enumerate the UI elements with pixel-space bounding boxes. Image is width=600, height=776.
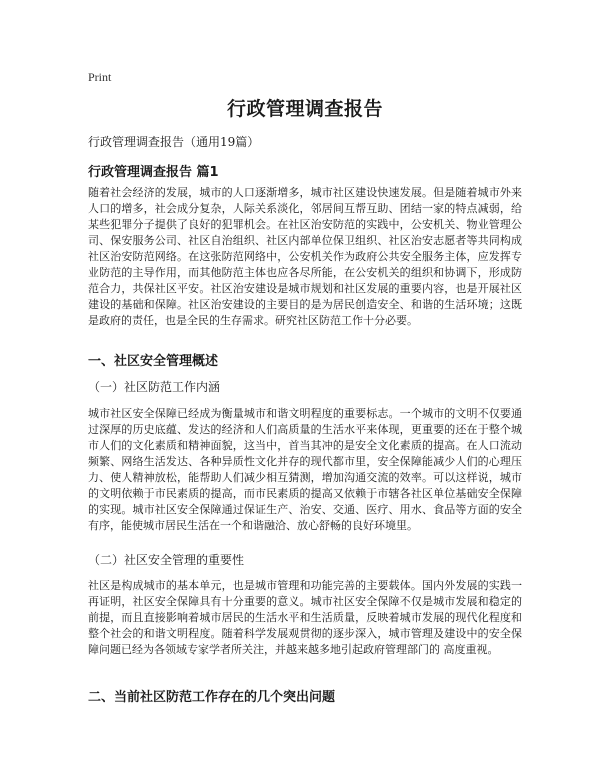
print-link[interactable]: Print — [88, 70, 112, 84]
document-title: 行政管理调查报告 — [226, 98, 383, 120]
section2-heading: 二、当前社区防范工作存在的几个突出问题 — [88, 690, 336, 705]
document-subtitle: 行政管理调查报告（通用19篇） — [88, 135, 260, 149]
subsection2-heading: （二）社区安全管理的重要性 — [88, 553, 245, 567]
intro-paragraph: 随着社会经济的发展，城市的人口逐渐增多，城市社区建设快速发展。但是随着城市外来人口的增多，社会成分复杂，人际关系淡化，邻居间互帮互助、团结一家的特点减弱，给某些犯罪分子提供了良好的犯罪机会。在社区治安防范的实践中，公安机关、物业管理公司、保安服务公司、社区自治组织、社区内部单位保卫组织、社区治安志愿者等共同构成社区治安防范网络。在这张防范网络中，公安机关作为政府公共安全服务主体，应发挥专业防范的主导作用，而其他防范主体也应各尽所能，在公安机关的组织和协调下，形成防范合力，共保社区平安。社区治安建设是城市规划和社区发展的重要内容，也是开展社区建设的基础和保障。社区治安建设的主要目的是为居民创造安全、和谐的生活环境；这既是政府的责任，也是全民的生存需求。研究社区防范工作十分必要。 — [88, 186, 522, 327]
subsection2-paragraph: 社区是构成城市的基本单元，也是城市管理和功能完善的主要载体。国内外发展的实践一再证明，社区安全保障具有十分重要的意义。城市社区安全保障不仅是城市发展和稳定的前提，而且直接影响着城市居民的生活水平和生活质量，反映着城市发展的现代化程度和整个社会的和谐文明程度。随着科学发展观贯彻的逐步深入，城市管理及建设中的安全保障问题已经为各领域专家学者所关注，并越来越多地引起政府管理部门的 高度重视。 — [88, 579, 522, 656]
subsection1-paragraph: 城市社区安全保障已经成为衡量城市和谐文明程度的重要标志。一个城市的文明不仅要通过深厚的历史底蕴、发达的经济和人们高质量的生活水平来体现，更重要的还在于整个城市人们的文化素质和精神面貌，这当中，首当其冲的是安全文化素质的提高。在人口流动频繁、网络生活发达、各种异质性文化并存的现代都市里，安全保障能减少人们的心理压力、使人精神放松，能帮助人们减少相互猜测，增加沟通交流的效率。可以这样说，城市的文明依赖于市民素质的提高，而市民素质的提高又依赖于市辖各社区单位基础安全保障的实现。城市社区安全保障通过保证生产、治安、交通、医疗、用水、食品等方面的安全有序，能使城市居民生活在一个和谐融洽、放心舒畅的良好环境里。 — [88, 407, 522, 532]
article-heading: 行政管理调查报告 篇1 — [88, 165, 219, 180]
section1-heading: 一、社区安全管理概述 — [88, 354, 219, 369]
subsection1-heading: （一）社区防范工作内涵 — [88, 380, 221, 394]
